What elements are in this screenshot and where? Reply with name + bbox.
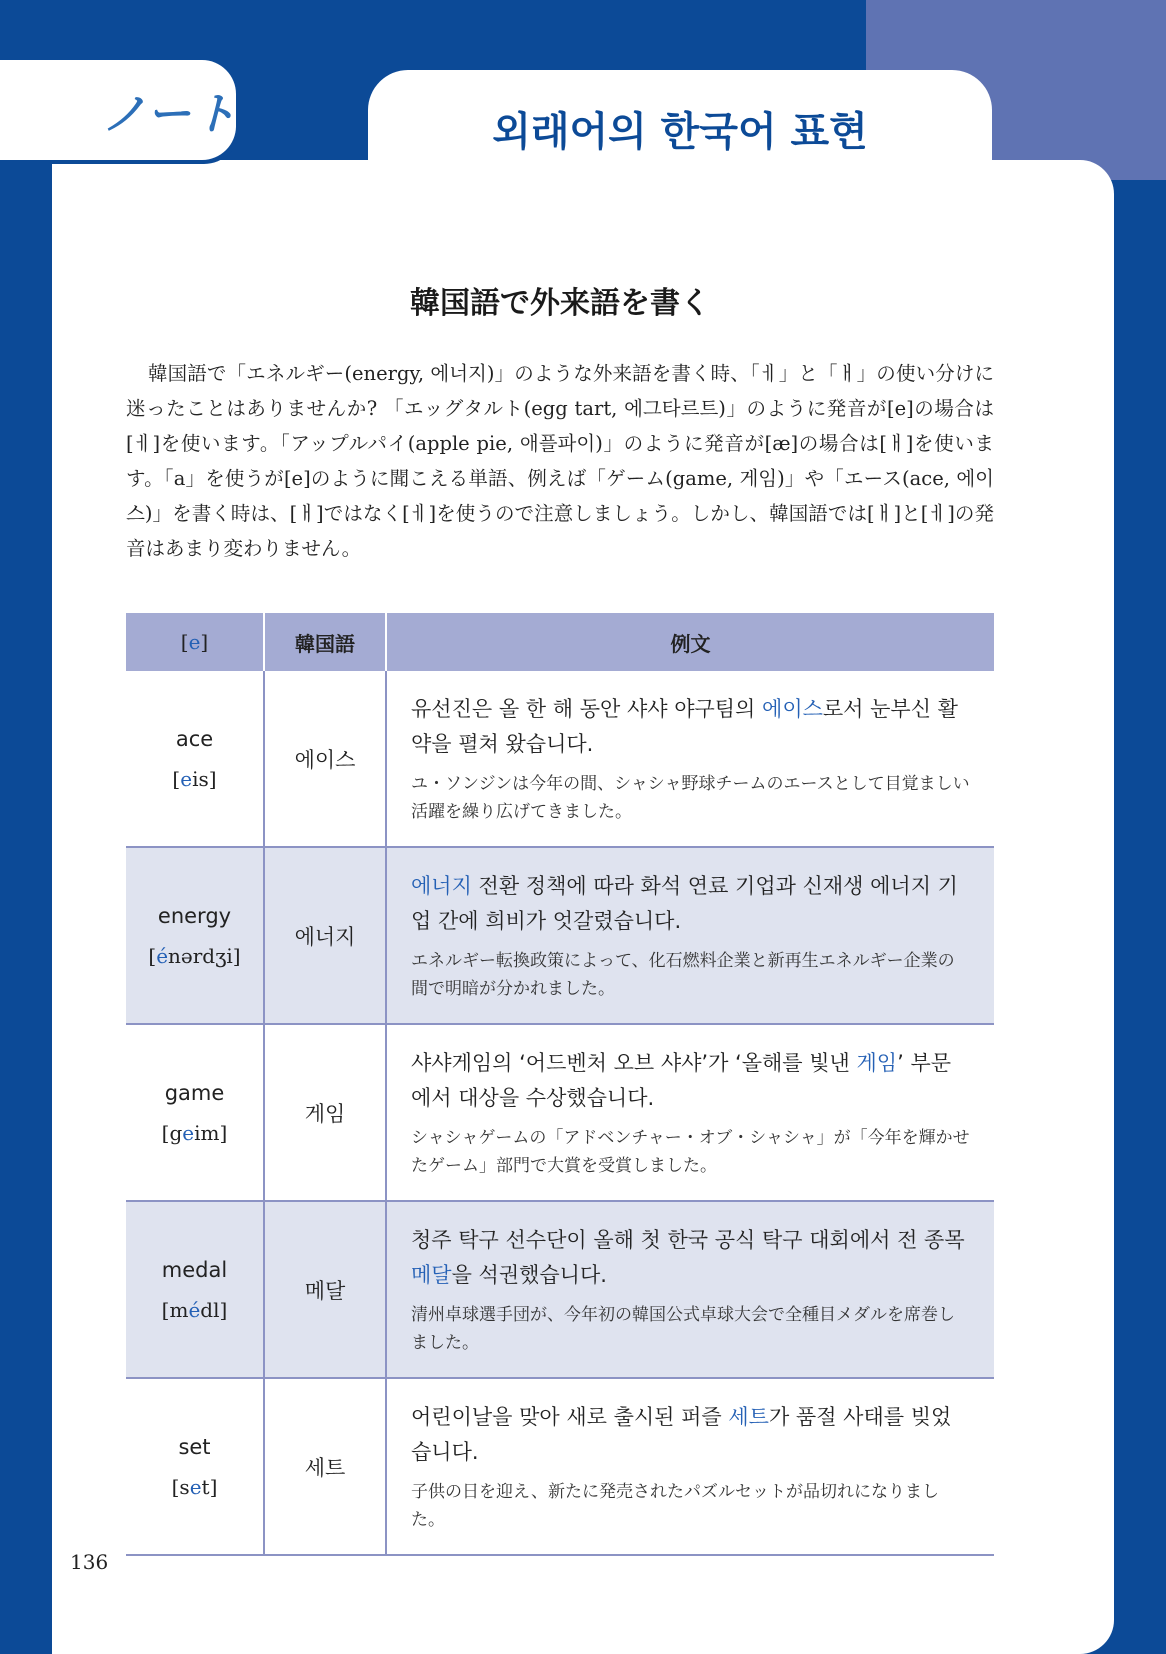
english-word: game: [164, 1080, 225, 1105]
nav-label: ノート: [102, 89, 239, 140]
article-subtitle: 韓国語で外来語を書く: [410, 286, 710, 321]
section-title: 외래어의 한국어 표현: [492, 109, 868, 155]
example-cell: [386, 1201, 994, 1378]
japanese-translation: ユ・ソンジンは今年の間、シャシャ野球チームのエースとして目覚ましい活躍を繰り広げてきました。: [411, 773, 970, 822]
korean-word: 에이스: [264, 671, 386, 847]
ipa: [set]: [171, 1474, 218, 1499]
table-row: [126, 847, 994, 1024]
english-word: energy: [157, 903, 232, 928]
intro-paragraph: 韓国語で「エネルギー(energy, 에너지)」のような外来語を書く時、「ㅔ」と「ㅐ」の使い分けに迷ったことはありませんか? 「エッグタルト(egg tart, 에그타르트)」のように発音が[e]の場合は[ㅔ]を使います。「アップルパイ(apple pie, 애플파이)」のように発音が[æ]の場合は[ㅐ]を使います。「a」を使うが[e]のように聞こえる単語、例えば「ゲーム(game, 게임)」や「エース(ace, 에이스)」を書く時は、[ㅐ]ではなく[ㅔ]を使うので注意しましょう。しかし、韓国語では[ㅐ]と[ㅔ]の発音はあまり変わりません。: [126, 362, 994, 560]
ipa: [médl]: [161, 1297, 228, 1322]
korean-word: 에너지: [264, 847, 386, 1024]
table-row: [126, 1024, 994, 1201]
header-pronunciation: [e]: [126, 613, 264, 671]
word-cell: [126, 1201, 264, 1378]
korean-example: 어린이날을 맞아 새로 출시된 퍼즐 세트가 품절 사태를 빚었습니다.: [411, 1404, 952, 1464]
korean-word: 게임: [264, 1024, 386, 1201]
korean-word: 세트: [264, 1378, 386, 1555]
header-example: 例文: [386, 613, 994, 671]
japanese-translation: 清州卓球選手団が、今年初の韓国公式卓球大会で全種目メダルを席巻しました。: [411, 1304, 955, 1353]
word-cell: [126, 1024, 264, 1201]
japanese-translation: エネルギー転換政策によって、化石燃料企業と新再生エネルギー企業の間で明暗が分かれました。: [411, 950, 955, 999]
korean-word: 메달: [264, 1201, 386, 1378]
japanese-translation: 子供の日を迎え、新たに発売されたパズルセットが品切れになりました。: [411, 1481, 940, 1530]
header-korean: 韓国語: [264, 613, 386, 671]
ipa: [énərdʒi]: [148, 943, 241, 968]
ipa: [eis]: [172, 766, 217, 791]
word-cell: [126, 671, 264, 847]
english-word: medal: [161, 1257, 228, 1282]
english-word: ace: [175, 726, 214, 751]
ipa: [geim]: [161, 1120, 228, 1145]
table-row: [126, 1378, 994, 1555]
korean-example: 청주 탁구 선수단이 올해 첫 한국 공식 탁구 대회에서 전 종목 메달을 석권했습니다.: [411, 1227, 965, 1287]
example-cell: [386, 847, 994, 1024]
page-number: 136: [70, 1550, 109, 1574]
japanese-translation: シャシャゲームの「アドベンチャー・オブ・シャシャ」が「今年を輝かせたゲーム」部門で大賞を受賞しました。: [411, 1127, 970, 1176]
korean-example: 샤샤게임의 ‘어드벤처 오브 샤샤’가 ‘올해를 빛낸 게임’ 부문에서 대상을 수상했습니다.: [411, 1050, 952, 1110]
vocabulary-table: [126, 613, 994, 1556]
table-row: [126, 671, 994, 847]
example-cell: [386, 1378, 994, 1555]
english-word: set: [178, 1434, 211, 1459]
korean-example: 에너지 전환 정책에 따라 화석 연료 기업과 신재생 에너지 기업 간에 희비가 엇갈렸습니다.: [411, 873, 958, 933]
word-cell: [126, 847, 264, 1024]
word-cell: [126, 1378, 264, 1555]
table-header-row: [126, 613, 994, 671]
korean-example: 유선진은 올 한 해 동안 샤샤 야구팀의 에이스로서 눈부신 활약을 펼쳐 왔습니다.: [411, 696, 958, 756]
table-row: [126, 1201, 994, 1378]
example-cell: [386, 671, 994, 847]
example-cell: [386, 1024, 994, 1201]
